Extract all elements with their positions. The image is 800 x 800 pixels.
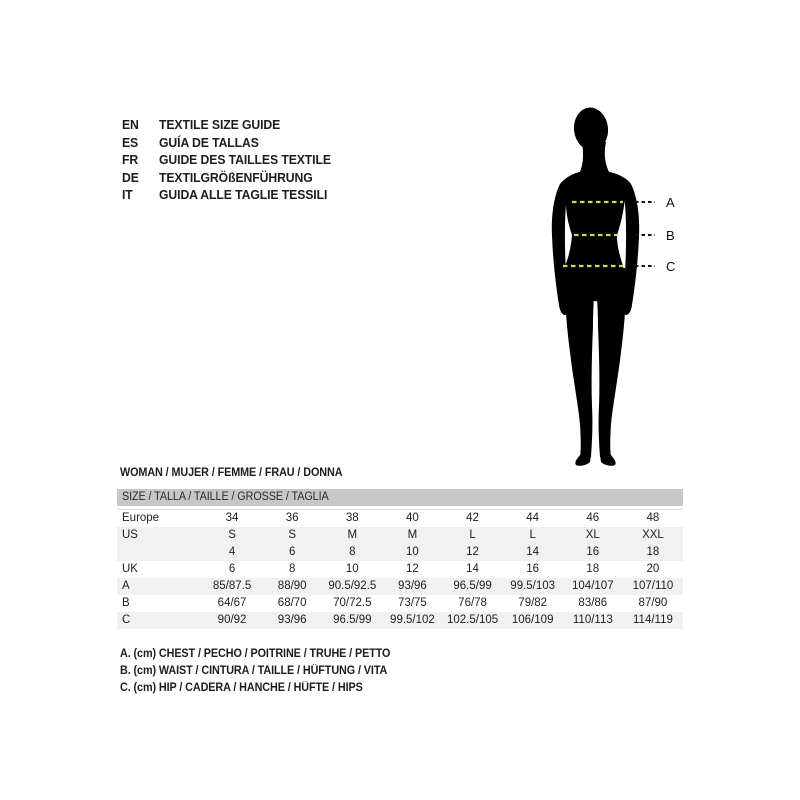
size-cell: 99.5/103 bbox=[510, 580, 556, 592]
language-row bbox=[122, 134, 342, 152]
row-label: C bbox=[122, 614, 131, 626]
language-code: IT bbox=[122, 187, 133, 202]
language-row bbox=[122, 169, 342, 187]
size-cell: 46 bbox=[586, 512, 600, 524]
note-chest-text: A. (cm) CHEST / PECHO / POITRINE / TRUHE / PETTO bbox=[120, 648, 391, 660]
size-cell: 14 bbox=[466, 563, 479, 575]
language-code: ES bbox=[122, 134, 139, 150]
size-cell: 10 bbox=[345, 563, 359, 575]
language-title: GUIDE DES TAILLES TEXTILE bbox=[159, 152, 331, 167]
language-title-block bbox=[122, 116, 342, 204]
size-cell: 114/119 bbox=[633, 614, 673, 626]
size-cell: 99.5/102 bbox=[390, 614, 435, 626]
size-cell: XL bbox=[585, 529, 600, 541]
size-cell: 104/107 bbox=[572, 580, 614, 592]
note-hip-text: C. (cm) HIP / CADERA / HANCHE / HÜFTE / HIPS bbox=[120, 682, 363, 694]
size-cell: 88/90 bbox=[277, 580, 307, 592]
size-cell: 18 bbox=[646, 546, 660, 558]
size-cell: 16 bbox=[526, 563, 540, 575]
row-label bbox=[117, 544, 202, 561]
table-row bbox=[117, 612, 683, 629]
size-cell: M bbox=[407, 529, 418, 541]
measurement-notes bbox=[120, 646, 408, 697]
size-cell: 85/87.5 bbox=[212, 580, 252, 592]
size-cell: 83/86 bbox=[578, 597, 608, 609]
note-waist bbox=[120, 663, 408, 680]
size-cell: 96.5/99 bbox=[333, 614, 372, 626]
table-row bbox=[117, 510, 683, 527]
size-cell: 68/70 bbox=[277, 597, 307, 609]
table-row bbox=[117, 527, 683, 544]
size-cell: 4 bbox=[228, 546, 236, 558]
size-cell: 40 bbox=[406, 512, 419, 524]
size-cell: 20 bbox=[646, 563, 660, 575]
note-waist-text: B. (cm) WAIST / CINTURA / TAILLE / HÜFTUNG / VITA bbox=[120, 665, 388, 677]
size-cell: 87/90 bbox=[638, 597, 668, 609]
size-cell: 14 bbox=[526, 546, 540, 558]
size-cell: 12 bbox=[466, 546, 479, 558]
size-cell: 79/82 bbox=[518, 597, 548, 609]
size-cell: S bbox=[288, 529, 297, 541]
size-cell: 73/75 bbox=[398, 597, 427, 609]
table-row bbox=[117, 561, 683, 578]
size-cell: 93/96 bbox=[277, 614, 307, 626]
size-cell: 96.5/99 bbox=[453, 580, 492, 592]
language-title: GUÍA DE TALLAS bbox=[159, 134, 259, 150]
language-row bbox=[122, 186, 342, 204]
size-cell: 93/96 bbox=[398, 580, 427, 592]
row-label: UK bbox=[122, 563, 138, 575]
woman-silhouette-icon bbox=[530, 100, 710, 480]
language-code: FR bbox=[122, 152, 139, 167]
size-cell: 90/92 bbox=[217, 614, 247, 626]
size-table-header bbox=[117, 489, 683, 506]
language-code: DE bbox=[122, 169, 139, 185]
language-title: TEXTILE SIZE GUIDE bbox=[159, 117, 281, 132]
size-cell: L bbox=[469, 529, 476, 541]
table-row bbox=[117, 578, 683, 595]
size-cell: 8 bbox=[349, 546, 356, 558]
table-row bbox=[117, 595, 683, 612]
size-cell: L bbox=[529, 529, 536, 541]
note-hip bbox=[120, 680, 408, 697]
size-cell: 102.5/105 bbox=[446, 614, 499, 626]
size-cell: 48 bbox=[646, 512, 660, 524]
size-cell: 107/110 bbox=[632, 580, 674, 592]
size-cell: 6 bbox=[288, 546, 296, 558]
size-table-header-text: SIZE / TALLA / TAILLE / GRÖSSE / TAGLIA bbox=[122, 491, 329, 503]
size-cell: 36 bbox=[285, 512, 299, 524]
language-title: TEXTILGRÖßENFÜHRUNG bbox=[159, 169, 313, 185]
size-cell: 18 bbox=[586, 563, 600, 575]
size-cell: 44 bbox=[526, 512, 540, 524]
marker-label-a: A bbox=[666, 195, 675, 210]
row-label: B bbox=[122, 597, 130, 609]
body-measurement-figure bbox=[530, 100, 710, 480]
marker-label-b: B bbox=[666, 228, 675, 243]
size-cell: S bbox=[228, 529, 236, 541]
size-cell: 34 bbox=[225, 512, 239, 524]
size-cell: M bbox=[347, 529, 358, 541]
note-chest bbox=[120, 646, 408, 663]
size-cell: 8 bbox=[288, 563, 296, 575]
table-row bbox=[117, 544, 683, 561]
size-table-rows bbox=[117, 509, 683, 629]
size-cell: 110/113 bbox=[572, 614, 613, 626]
size-cell: 12 bbox=[406, 563, 419, 575]
size-cell: 70/72.5 bbox=[333, 597, 372, 609]
marker-label-c: C bbox=[666, 259, 676, 274]
size-cell: 106/109 bbox=[511, 614, 554, 626]
row-label: Europe bbox=[122, 512, 160, 524]
group-title bbox=[120, 467, 357, 479]
language-title: GUIDA ALLE TAGLIE TESSILI bbox=[159, 187, 328, 202]
language-row bbox=[122, 151, 342, 169]
size-cell: 64/67 bbox=[217, 597, 247, 609]
size-cell: 42 bbox=[466, 512, 479, 524]
group-title-text: WOMAN / MUJER / FEMME / FRAU / DONNA bbox=[120, 467, 343, 479]
size-cell: 38 bbox=[345, 512, 359, 524]
language-row bbox=[122, 116, 342, 134]
language-code: EN bbox=[122, 117, 139, 132]
size-cell: XXL bbox=[642, 529, 664, 541]
row-label: US bbox=[122, 529, 138, 541]
size-cell: 16 bbox=[586, 546, 600, 558]
size-cell: 76/78 bbox=[458, 597, 487, 609]
size-cell: 90.5/92.5 bbox=[328, 580, 377, 592]
row-label: A bbox=[122, 580, 130, 592]
size-cell: 6 bbox=[228, 563, 236, 575]
size-cell: 10 bbox=[406, 546, 419, 558]
